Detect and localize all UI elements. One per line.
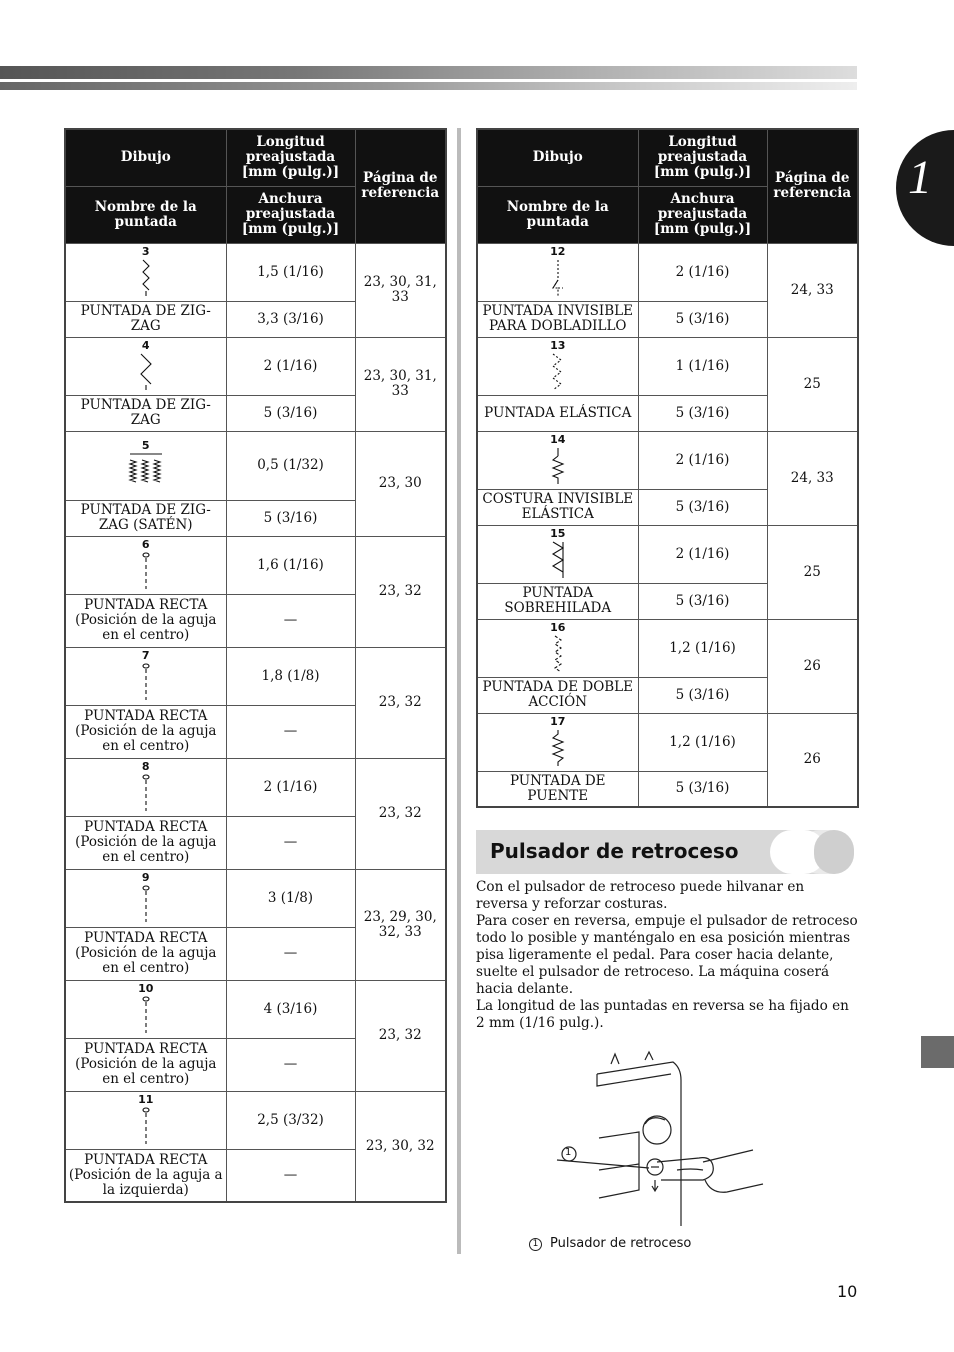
satin-stitch-icon [128, 452, 164, 492]
stitch-row [477, 243, 858, 301]
straight-stitch-icon [137, 884, 155, 924]
stitch-pages: 23, 32 [355, 980, 446, 1091]
page-number: 10 [837, 1282, 858, 1301]
stitch-number: 8 [141, 760, 150, 773]
header-dibujo: Dibujo [477, 129, 638, 186]
stitch-width: — [226, 927, 355, 980]
stitch-pattern-cell [65, 536, 226, 594]
stitch-width: — [226, 1038, 355, 1091]
stitch-pages: 24, 33 [767, 431, 858, 525]
double-action-stitch-icon [549, 634, 567, 674]
stitch-pages: 26 [767, 619, 858, 713]
stitch-number: 4 [141, 339, 150, 352]
stitch-pattern-cell [477, 431, 638, 489]
paragraph-2: Para coser en reversa, empuje el pulsador de retroceso todo lo posible y manténgalo en esa posición mientras pisa ligeramente el pedal. Para coser hacia delante, suelte el pulsador de retroceso. La máquina coserá hacia delante. [476, 913, 858, 997]
header-anchura: Anchura preajustada [mm (pulg.)] [638, 186, 767, 243]
header-longitud: Longitud preajustada [mm (pulg.)] [226, 129, 355, 186]
stitch-pattern-cell [65, 758, 226, 816]
stitch-row [65, 337, 446, 395]
stitch-width: — [226, 816, 355, 869]
stitch-row [477, 525, 858, 583]
section-title: Pulsador de retroceso [490, 839, 739, 863]
stitch-length: 1,8 (1/8) [226, 647, 355, 705]
stitch-name: COSTURA INVISIBLE ELÁSTICA [477, 489, 638, 525]
zigzag-stitch-icon [137, 258, 155, 298]
stitch-number: 15 [550, 527, 566, 540]
stitch-number: 6 [141, 538, 150, 551]
stitch-length: 1,6 (1/16) [226, 536, 355, 594]
stitch-length: 0,5 (1/32) [226, 431, 355, 500]
zigzag-wide-stitch-icon [137, 352, 155, 392]
stitch-pattern-cell [477, 619, 638, 677]
illustration-caption [529, 1236, 691, 1251]
paragraph-3: La longitud de las puntadas en reversa se ha fijado en 2 mm (1/16 pulg.). [476, 998, 849, 1031]
section-heading-band [476, 830, 854, 874]
stitch-name: PUNTADA DE PUENTE [477, 771, 638, 807]
stitch-name: PUNTADA RECTA (Posición de la aguja a la izquierda) [65, 1149, 226, 1202]
stitch-row [477, 337, 858, 395]
stitch-width: 5 (3/16) [638, 489, 767, 525]
stitch-name: PUNTADA DE ZIG-ZAG [65, 395, 226, 431]
blindhem-stitch-icon [549, 258, 567, 298]
stitch-length: 1,2 (1/16) [638, 713, 767, 771]
reverse-button-illustration [553, 1050, 773, 1230]
stitch-number: 7 [141, 649, 150, 662]
stitch-number: 9 [141, 871, 150, 884]
stitch-name: PUNTADA DE DOBLE ACCIÓN [477, 677, 638, 713]
stitch-pattern-cell [65, 980, 226, 1038]
stitch-name: PUNTADA DE ZIG-ZAG (SATÉN) [65, 500, 226, 536]
side-index-mark [921, 1036, 954, 1068]
stitch-pattern-cell [65, 869, 226, 927]
stitch-pages: 23, 30, 31, 33 [355, 243, 446, 337]
stitch-number: 10 [138, 982, 154, 995]
header-pagina: Página de referencia [767, 129, 858, 243]
stitch-row [65, 758, 446, 816]
header-bar-thin [0, 82, 857, 90]
header-nombre: Nombre de la puntada [65, 186, 226, 243]
stitch-length: 4 (3/16) [226, 980, 355, 1038]
caption-text: Pulsador de retroceso [550, 1236, 692, 1251]
header-dibujo: Dibujo [65, 129, 226, 186]
stitch-pattern-cell [477, 713, 638, 771]
stitch-width: — [226, 705, 355, 758]
stitch-width: 5 (3/16) [226, 395, 355, 431]
stitch-name: PUNTADA ELÁSTICA [477, 395, 638, 431]
stitch-width: 5 (3/16) [638, 771, 767, 807]
stitch-width: — [226, 594, 355, 647]
stitch-pages: 23, 30, 31, 33 [355, 337, 446, 431]
stitch-pattern-cell [477, 337, 638, 395]
straight-stitch-icon [137, 662, 155, 702]
stitch-pages: 23, 30, 32 [355, 1091, 446, 1202]
stitch-row [65, 647, 446, 705]
overcast-stitch-icon [549, 540, 567, 580]
stitch-pages: 23, 30 [355, 431, 446, 536]
elastic-stitch-icon [549, 352, 567, 392]
straight-left-stitch-icon [137, 1106, 155, 1146]
stitch-row [477, 713, 858, 771]
stitch-number: 5 [141, 438, 150, 452]
bridge-stitch-icon [549, 728, 567, 768]
stitch-pages: 23, 29, 30, 32, 33 [355, 869, 446, 980]
stitch-pattern-cell [65, 647, 226, 705]
stitch-row [477, 619, 858, 677]
stitch-row [65, 980, 446, 1038]
stitch-length: 2 (1/16) [226, 337, 355, 395]
elastic-blindhem-stitch-icon [549, 446, 567, 486]
stitch-length: 1 (1/16) [638, 337, 767, 395]
stitch-name: PUNTADA RECTA (Posición de la aguja en el centro) [65, 705, 226, 758]
stitch-name: PUNTADA RECTA (Posición de la aguja en el centro) [65, 594, 226, 647]
stitch-length: 2 (1/16) [638, 243, 767, 301]
stitch-pages: 23, 32 [355, 758, 446, 869]
stitch-pages: 23, 32 [355, 536, 446, 647]
stitch-number: 17 [550, 715, 566, 728]
stitch-pattern-cell [65, 337, 226, 395]
callout-number: 1 [565, 1147, 572, 1158]
straight-stitch-icon [137, 773, 155, 813]
stitch-pattern-cell [477, 243, 638, 301]
stitch-row [65, 869, 446, 927]
stitch-length: 2 (1/16) [638, 431, 767, 489]
stitch-number: 13 [550, 339, 566, 352]
caption-callout: 1 [529, 1238, 542, 1251]
stitch-length: 1,2 (1/16) [638, 619, 767, 677]
stitch-pattern-cell [65, 431, 226, 500]
stitch-pages: 24, 33 [767, 243, 858, 337]
stitch-row [65, 243, 446, 301]
straight-stitch-icon [137, 551, 155, 591]
stitch-name: PUNTADA RECTA (Posición de la aguja en el centro) [65, 927, 226, 980]
stitch-width: 3,3 (3/16) [226, 301, 355, 337]
stitch-row [65, 1091, 446, 1149]
stitch-pages: 23, 32 [355, 647, 446, 758]
stitch-name: PUNTADA RECTA (Posición de la aguja en el centro) [65, 1038, 226, 1091]
stitch-row [65, 431, 446, 500]
stitch-number: 14 [550, 433, 566, 446]
stitch-row [477, 431, 858, 489]
stitch-number: 11 [138, 1093, 154, 1106]
column-separator [457, 128, 461, 1254]
stitch-pattern-cell [65, 1091, 226, 1149]
stitch-number: 12 [550, 245, 566, 258]
header-bar [0, 66, 857, 79]
stitch-width: 5 (3/16) [638, 583, 767, 619]
header-anchura: Anchura preajustada [mm (pulg.)] [226, 186, 355, 243]
stitch-length: 2,5 (3/32) [226, 1091, 355, 1149]
stitch-length: 1,5 (1/16) [226, 243, 355, 301]
straight-stitch-icon [137, 995, 155, 1035]
stitch-pages: 25 [767, 525, 858, 619]
stitch-table-left [64, 128, 447, 1203]
stitch-pages: 26 [767, 713, 858, 807]
stitch-name: PUNTADA DE ZIG-ZAG [65, 301, 226, 337]
chapter-number: 1 [908, 151, 932, 204]
stitch-width: — [226, 1149, 355, 1202]
stitch-table-right [476, 128, 859, 808]
paragraph-1: Con el pulsador de retroceso puede hilvanar en reversa y reforzar costuras. [476, 879, 805, 912]
header-longitud: Longitud preajustada [mm (pulg.)] [638, 129, 767, 186]
stitch-width: 5 (3/16) [638, 395, 767, 431]
stitch-pages: 25 [767, 337, 858, 431]
stitch-name: PUNTADA SOBREHILADA [477, 583, 638, 619]
stitch-pattern-cell [477, 525, 638, 583]
stitch-number: 16 [550, 621, 566, 634]
stitch-name: PUNTADA INVISIBLE PARA DOBLADILLO [477, 301, 638, 337]
stitch-length: 2 (1/16) [226, 758, 355, 816]
stitch-number: 3 [141, 245, 150, 258]
section-body [476, 879, 860, 1032]
stitch-width: 5 (3/16) [638, 677, 767, 713]
stitch-width: 5 (3/16) [226, 500, 355, 536]
stitch-length: 2 (1/16) [638, 525, 767, 583]
stitch-pattern-cell [65, 243, 226, 301]
stitch-name: PUNTADA RECTA (Posición de la aguja en el centro) [65, 816, 226, 869]
stitch-width: 5 (3/16) [638, 301, 767, 337]
stitch-row [65, 536, 446, 594]
header-nombre: Nombre de la puntada [477, 186, 638, 243]
header-pagina: Página de referencia [355, 129, 446, 243]
stitch-length: 3 (1/8) [226, 869, 355, 927]
